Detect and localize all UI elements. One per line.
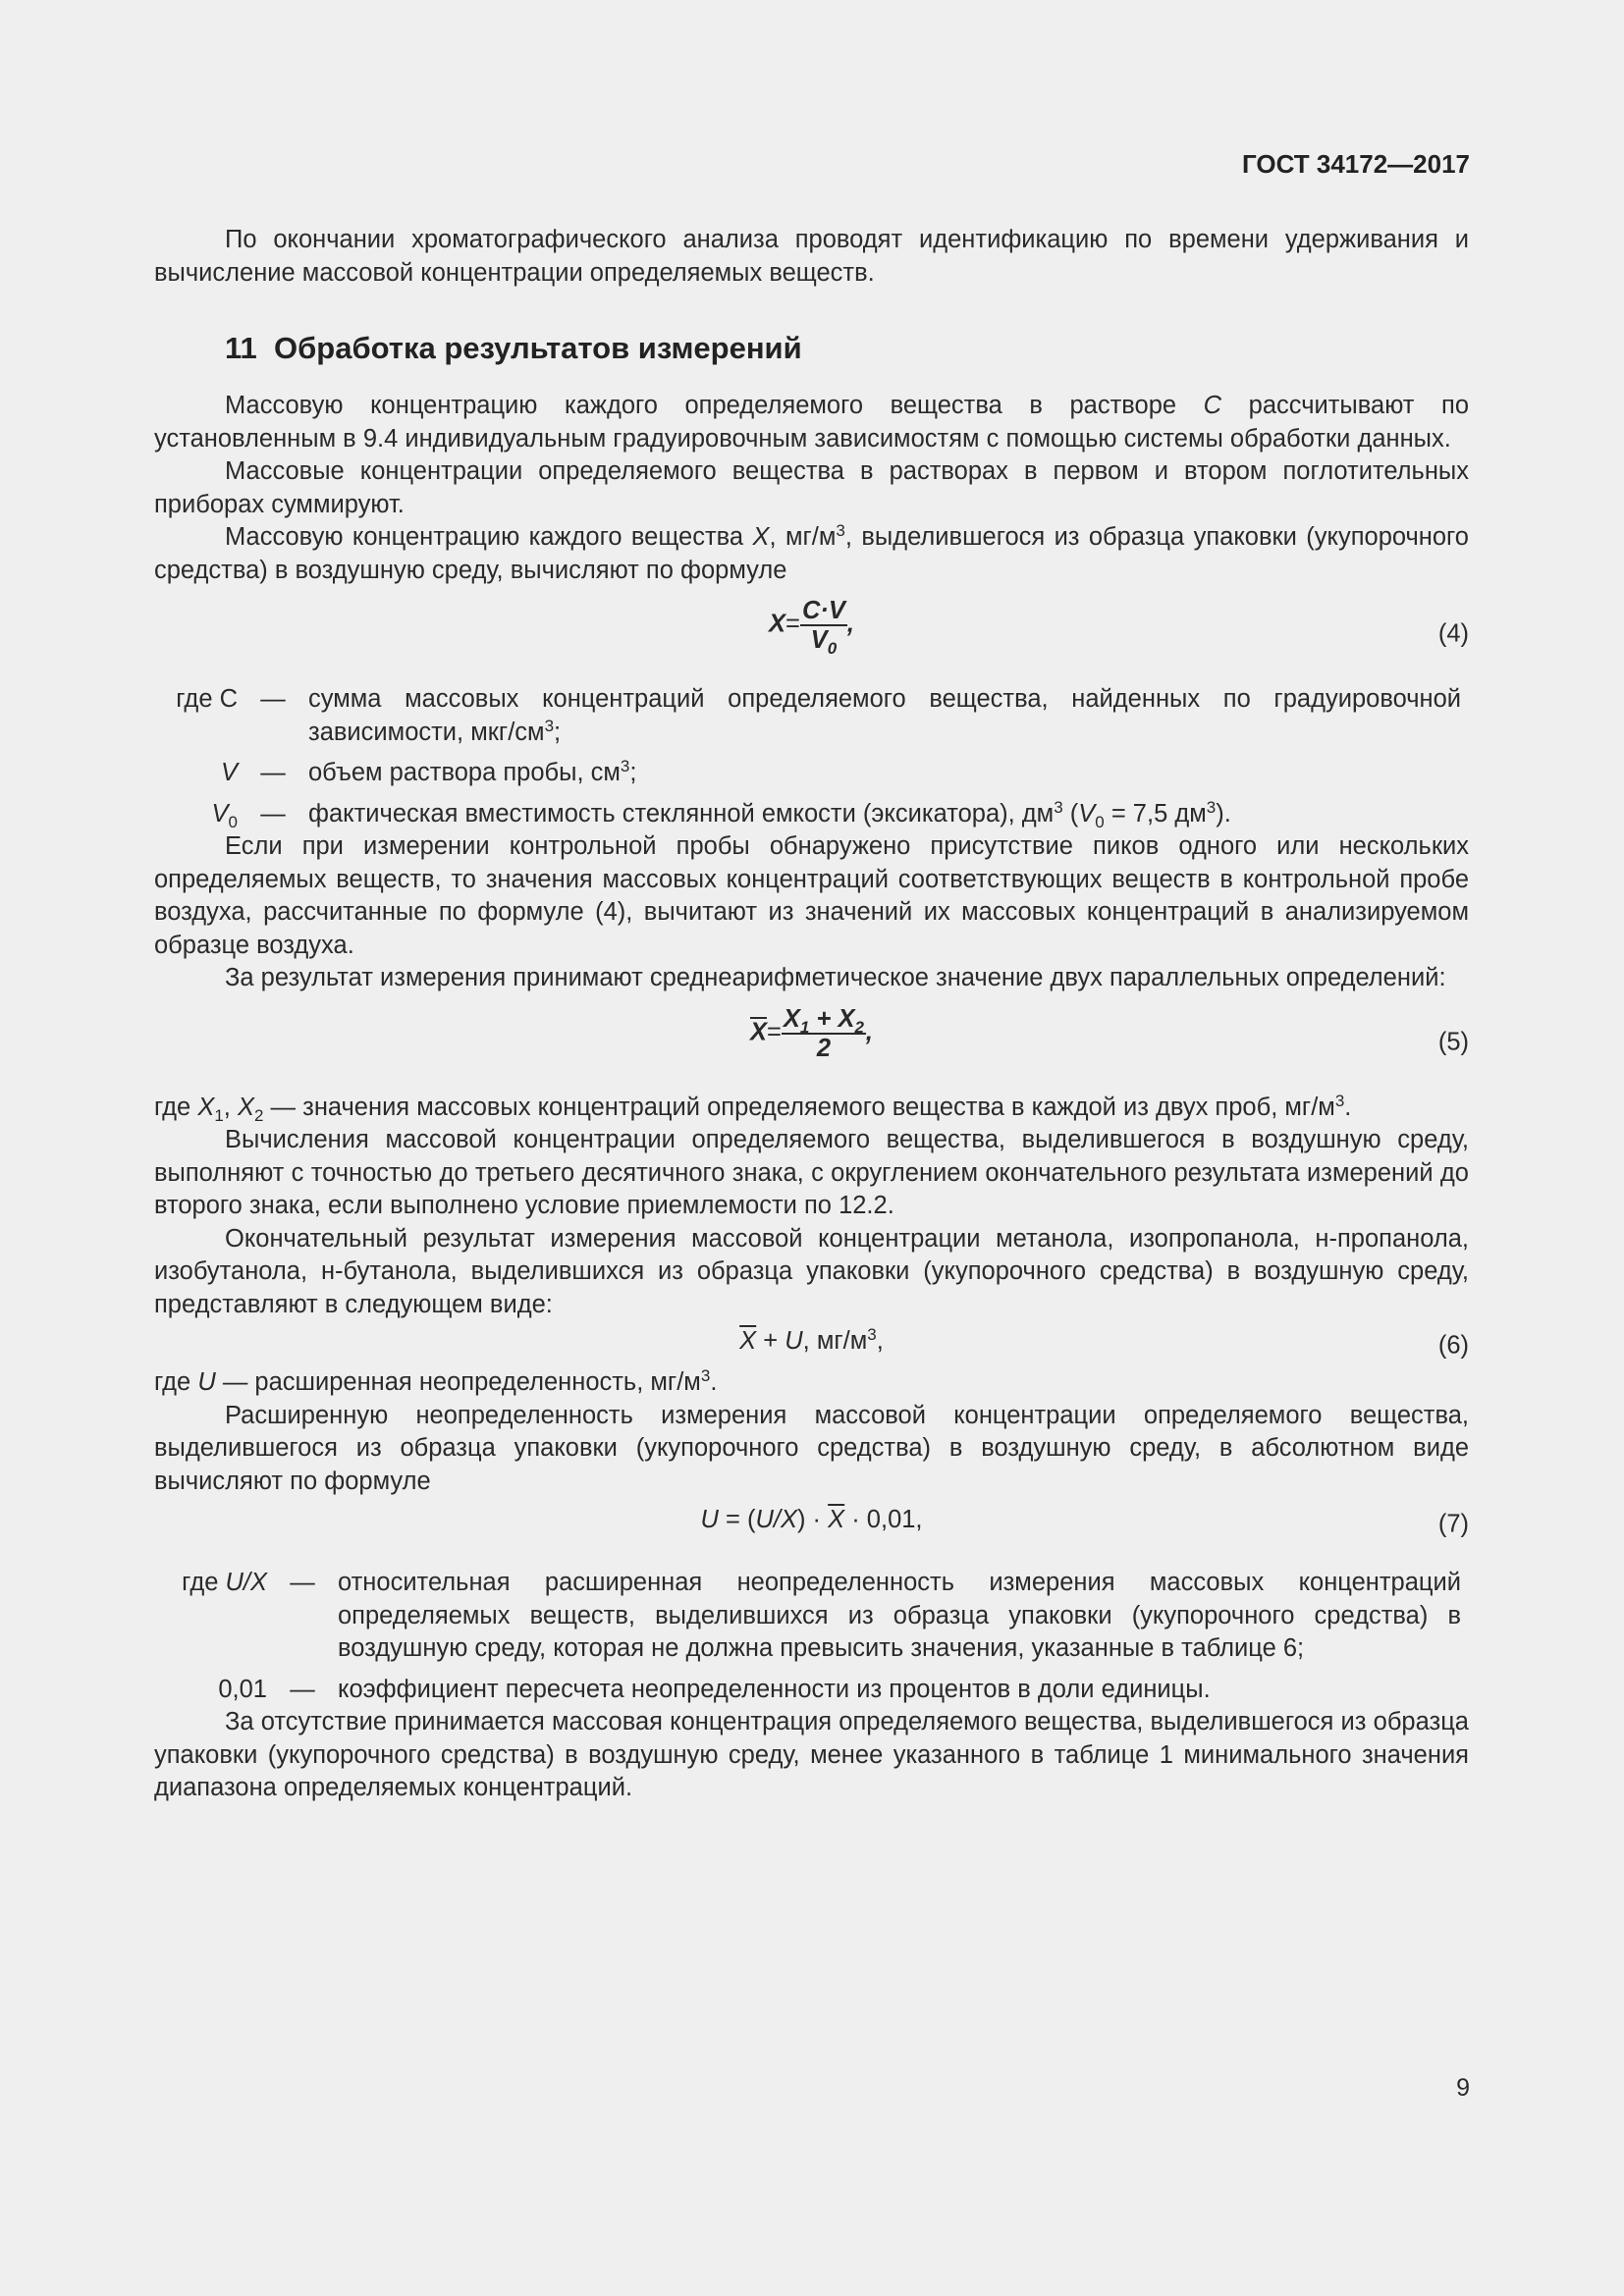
formula-6-legend: где U — расширенная неопределенность, $мг/м^3$. xyxy=(154,1366,718,1396)
legend-item: $V_0$ — фактическая вместимость стеклянной емкости (эксикатора), $дм^3$ ($V_0 = 7,5$ $дм^3$). xyxy=(211,797,1231,831)
formula-4-number: (4) xyxy=(1437,619,1469,648)
formula-7-number: (7) xyxy=(1437,1510,1469,1538)
paragraph-9: За отсутствие принимается массовая концентрация определяемого вещества, выделившегося из образца упаковки (укупорочного средства) в воздушную среду, менее указанного в таблице 1 минимального значения диапазона определяемых концентраций. xyxy=(154,1708,1469,1801)
legend-item: V — объем раствора пробы, $см^3$; xyxy=(220,757,637,786)
formula-5-legend: где $X_1$, $X_2$ — значения массовых концентраций определяемого вещества в каждой из двух проб, $мг/м^3$. xyxy=(154,1091,1352,1125)
paragraph-1: Массовую концентрацию каждого определяемого вещества в растворе C рассчитывают по установленным в 9.4 индивидуальным градуировочным зависимостям с помощью системы обработки данных. xyxy=(154,392,1469,453)
paragraph-7: Окончательный результат измерения массовой концентрации метанола, изопропанола, н-пропанола, изобутанола, н-бутанола, выделившихся из образца упаковки (укупорочного средства) в воздушную среду, представляют в следующем виде: xyxy=(154,1224,1469,1318)
formula-5 xyxy=(154,1005,1469,1080)
paragraph-4: Если при измерении контрольной пробы обнаружено присутствие пиков одного или нескольких определяемых веществ, то значения массовых концентраций соответствующих веществ в контрольной пробе воздуха, рассчитанные по формуле (4), вычитают из значений их массовых концентраций в анализируемом образце воздуха. xyxy=(154,832,1469,959)
document-body xyxy=(154,224,1469,1805)
paragraph-2: Массовые концентрации определяемого вещества в растворах в первом и втором поглотительных приборах суммируют. xyxy=(154,457,1469,518)
paragraph-8: Расширенную неопределенность измерения массовой концентрации определяемого вещества, выделившегося из образца упаковки (укупорочного средства) в воздушную среду, в абсолютном виде вычисляют по формуле xyxy=(154,1401,1469,1495)
formula-7 xyxy=(154,1504,1469,1545)
legend-item: 0,01 — коэффициент пересчета неопределенности из процентов в доли единицы. xyxy=(218,1675,1211,1703)
page-number: 9 xyxy=(1456,2074,1470,2102)
section-title: Обработка результатов измерений xyxy=(274,331,802,365)
section-number: 11 xyxy=(225,331,257,365)
formula-4 xyxy=(154,597,1469,671)
formula-5-expression: $\overline{X}=$ $\frac{X_1 + X_2}{2}$ , xyxy=(749,1004,874,1062)
formula-5-number: (5) xyxy=(1437,1027,1469,1055)
formula-7-legend xyxy=(154,1567,1469,1706)
formula-4-expression: X= $\frac{C\cdot V}{V_0}$ , xyxy=(769,597,854,658)
formula-4-legend xyxy=(154,683,1469,830)
legend-item: где U/X — относительная расширенная неопределенность измерения массовых концентраций определяемых веществ, выделившихся из образца упаковки (укупорочного средства) в воздушную среду, которая не должна превысить значения, указанные в таблице 6; xyxy=(182,1569,1461,1662)
formula-7-expression: $U = (U/X) \cdot \overline{X} \cdot 0,01$, xyxy=(700,1506,923,1533)
formula-6-expression: $\overline{X} + U$, $мг/м^3$, xyxy=(739,1325,884,1355)
formula-6-number: (6) xyxy=(1437,1331,1469,1360)
formula-6 xyxy=(154,1325,1469,1366)
section-heading xyxy=(154,329,1469,368)
legend-item: где C — сумма массовых концентраций определяемого вещества, найденных по градуировочной зависимости, мкг/$см^3$; xyxy=(176,685,1461,746)
paragraph-5: За результат измерения принимают среднеарифметическое значение двух параллельных определений: xyxy=(225,964,1446,991)
paragraph-6: Вычисления массовой концентрации определяемого вещества, выделившегося в воздушную среду, выполняют с точностью до третьего десятичного знака, с округлением окончательного результата измерений до второго знака, если выполнено условие приемлемости по 12.2. xyxy=(154,1126,1469,1219)
intro-paragraph: По окончании хроматографического анализа проводят идентификацию по времени удерживания и вычисление массовой концентрации определяемых веществ. xyxy=(154,226,1469,287)
document-code: ГОСТ 34172—2017 xyxy=(1242,149,1470,179)
paragraph-3: Массовую концентрацию каждого вещества X, $мг/м^3$, выделившегося из образца упаковки (укупорочного средства) в воздушную среду, вычисляют по формуле xyxy=(154,521,1469,584)
